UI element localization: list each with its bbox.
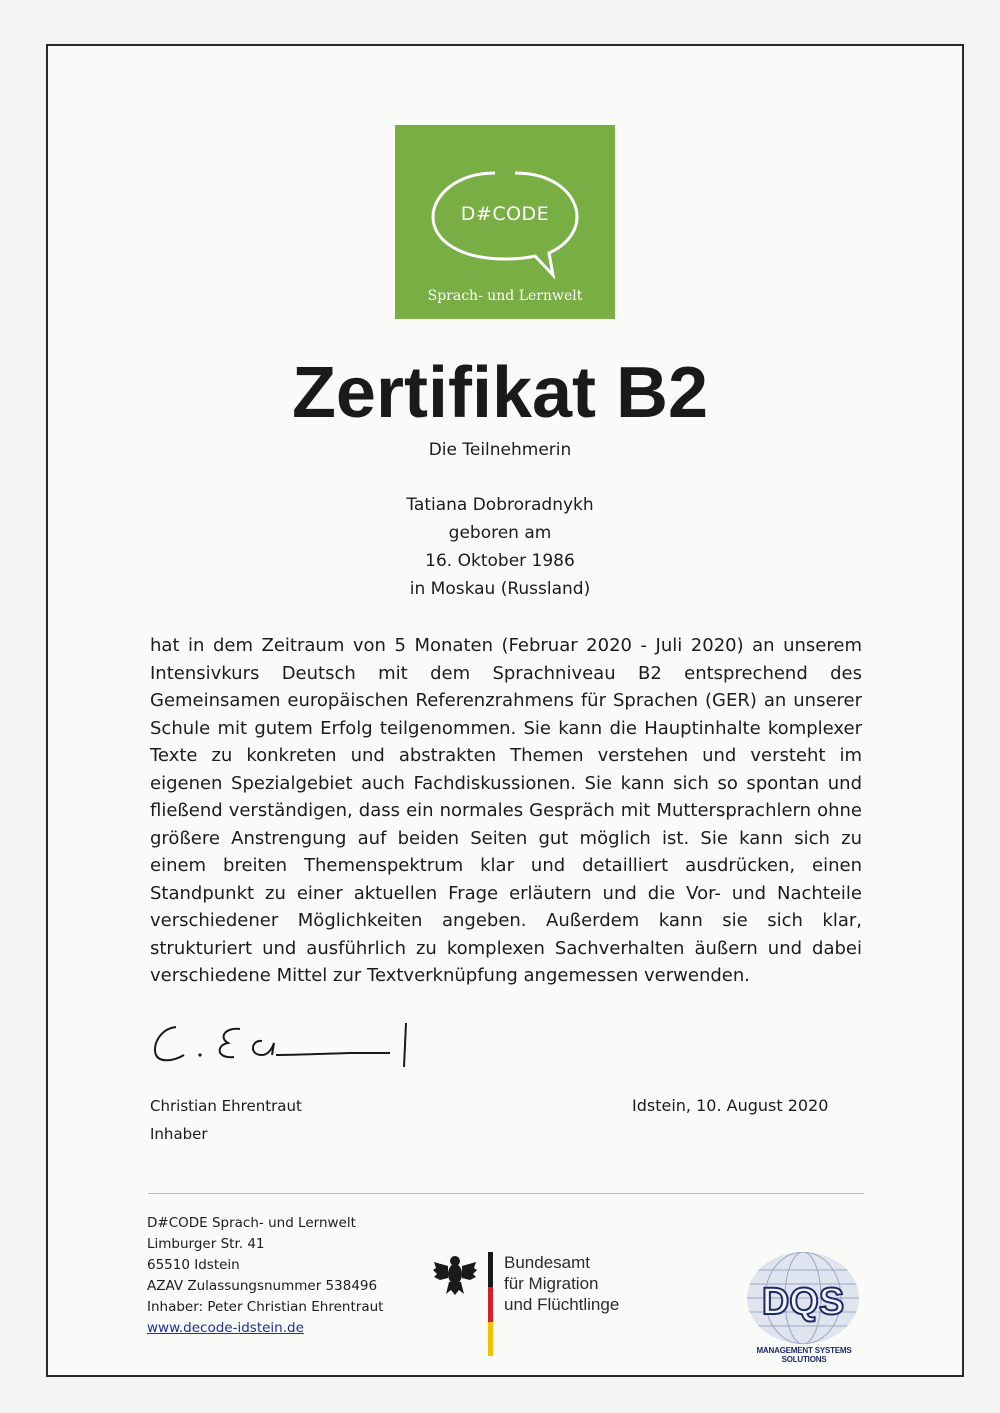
bamf-text-line: und Flüchtlinge — [504, 1295, 620, 1314]
certificate-body: hat in dem Zeitraum von 5 Monaten (Februar 2020 - Juli 2020) an unserem Intensivkurs Deutsch mit dem Sprachniveau B2 entsprechend des Gemeinsamen europäischen Referenzrahmens für Sprachen (GER) an unserer Schule mit gutem Erfolg teilgenommen. Sie kann die Hauptinhalte komplexer Texte zu konkreten und abstrakten Themen verstehen und versteht im eigenen Spezialgebiet auch Fachdiskussionen. Sie kann sich so spontan und fließend verständigen, dass ein normales Gespräch mit Muttersprachlern ohne größere Anstrengung auf beiden Seiten gut möglich ist. Sie kann sich zu einem breiten Themenspektrum klar und detailliert ausdrücken, einen Standpunkt zu einer aktuellen Frage erläutern und die Vor- und Nachteile verschiedener Möglichkeiten angeben. Außerdem kann sie sich klar, strukturiert und ausführlich zu komplexen Sachverhalten äußern und dabei verschiedene Mittel zur Textverknüpfung angemessen verwenden. — [150, 635, 862, 986]
signatory-name: Christian Ehrentraut — [150, 1097, 302, 1115]
birth-date: 16. Oktober 1986 — [425, 551, 575, 571]
footer-divider — [148, 1193, 864, 1194]
decode-logo — [395, 125, 615, 319]
address-line: 65510 Idstein — [147, 1257, 240, 1273]
logo-subtitle: Sprach- und Lernwelt — [427, 288, 583, 304]
dqs-certification-logo — [745, 1250, 861, 1346]
participant-name: Tatiana Dobroradnykh — [406, 495, 594, 515]
birth-place: in Moskau (Russland) — [409, 579, 591, 599]
address-line: AZAV Zulassungsnummer 538496 — [147, 1278, 378, 1294]
address-line: Limburger Str. 41 — [147, 1236, 265, 1252]
dqs-logo-text: DQS — [761, 1281, 845, 1323]
german-flag-bar — [488, 1252, 493, 1356]
signatory-role: Inhaber — [150, 1125, 208, 1143]
address-line: D#CODE Sprach- und Lernwelt — [147, 1215, 356, 1231]
federal-eagle-icon — [432, 1252, 478, 1296]
bamf-text-line: Bundesamt — [504, 1253, 590, 1272]
bamf-text-line: für Migration — [504, 1274, 599, 1293]
place-and-date: Idstein, 10. August 2020 — [632, 1096, 829, 1115]
handwritten-signature — [150, 1015, 420, 1075]
logo-name: D#CODE — [460, 203, 550, 225]
certificate-title: Zertifikat B2 — [291, 353, 709, 433]
website-link[interactable]: www.decode-idstein.de — [147, 1320, 304, 1336]
intro-line: Die Teilnehmerin — [428, 440, 572, 460]
dqs-caption: MANAGEMENT SYSTEMS SOLUTIONS — [756, 1346, 852, 1364]
address-line: Inhaber: Peter Christian Ehrentraut — [147, 1299, 384, 1315]
born-label: geboren am — [448, 523, 552, 543]
